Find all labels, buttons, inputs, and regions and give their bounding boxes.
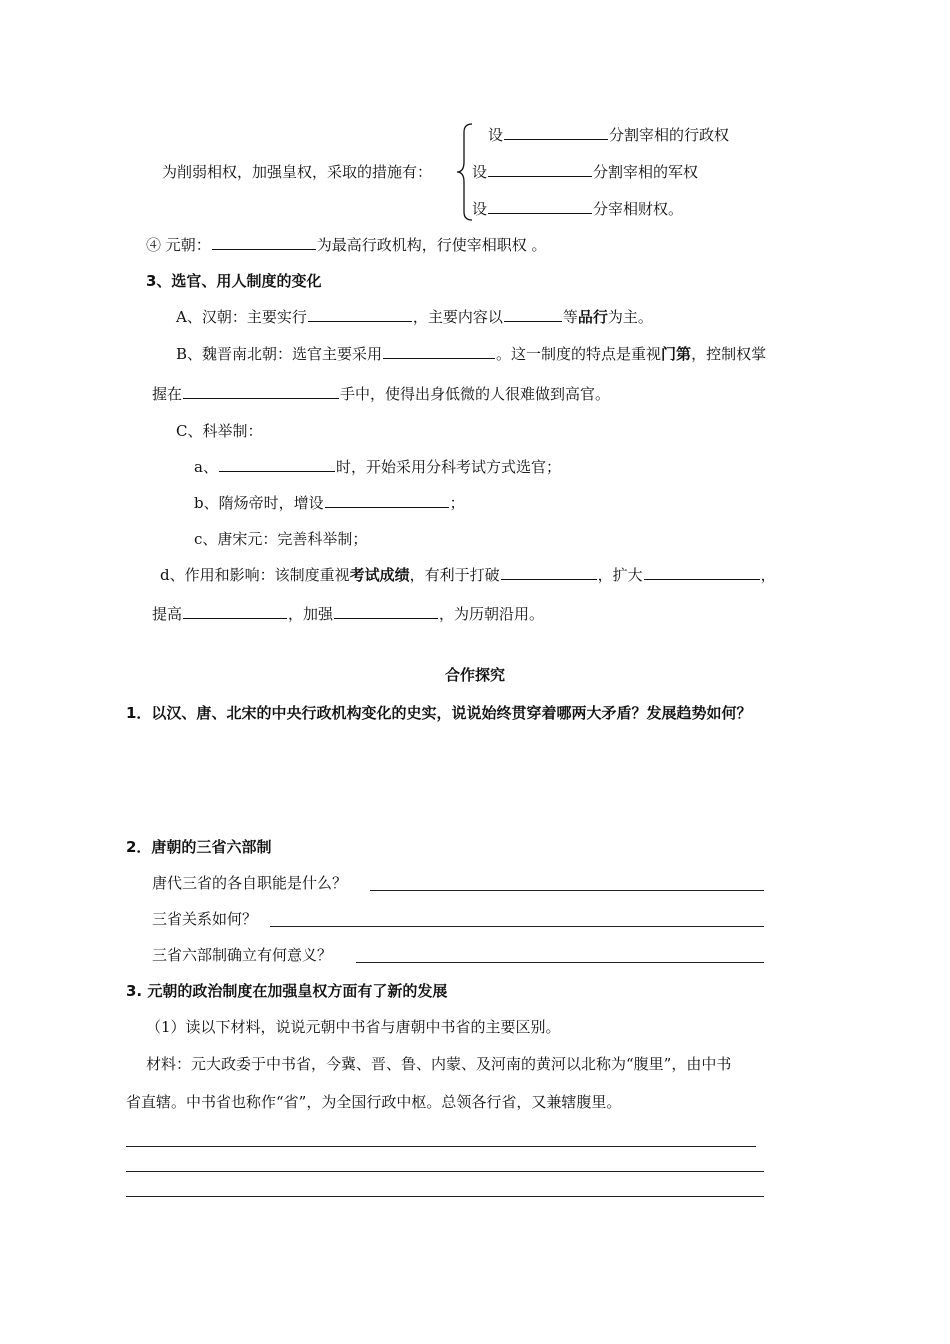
answer-line[interactable] [126, 1171, 764, 1172]
q3-material-line-1: 材料：元大政委于中书省，今冀、晋、鲁、内蒙、及河南的黄河以北称为“腹里”，由中书 [146, 1055, 732, 1073]
item-d2-middle: ，加强 [288, 605, 334, 623]
coop-heading: 合作探究 [444, 666, 505, 684]
item-d-middle-1: ，有利于打破 [409, 566, 500, 584]
item-d-bold: 考试成绩 [349, 566, 410, 584]
item-b-suffix: ，控制权掌 [691, 345, 767, 363]
blank-field[interactable] [325, 493, 449, 508]
item-c-a [194, 457, 561, 477]
item-b-prefix: B、魏晋南北朝：选官主要采用 [176, 345, 383, 363]
blank-field[interactable] [501, 565, 597, 580]
blank-field[interactable] [504, 307, 562, 322]
blank-field[interactable] [334, 604, 438, 619]
q3-material-line-2: 省直辖。中书省也称作“省”，为全国行政中枢。总领各行省，又兼辖腹里。 [126, 1093, 622, 1111]
measure-item-2 [472, 162, 698, 182]
coop-question-3: 3. 元朝的政治制度在加强皇权方面有了新的发展 [126, 982, 448, 1000]
blank-field[interactable] [488, 199, 592, 214]
measure-item-1-suffix: 分割宰相的行政权 [609, 126, 730, 144]
blank-field[interactable] [488, 162, 592, 177]
measure-item-1 [488, 125, 729, 145]
measure-item-2-suffix: 分割宰相的军权 [593, 163, 699, 181]
blank-field[interactable] [183, 384, 339, 399]
measures-lead: 为削弱相权，加强皇权，采取的措施有： [162, 163, 433, 181]
item-b-middle: 。这一制度的特点是重视 [496, 345, 662, 363]
item-b-weijin [176, 344, 766, 364]
blank-field[interactable] [644, 565, 760, 580]
q2-relations [152, 909, 257, 929]
coop-question-1: 1．以汉、唐、北宋的中央行政机构变化的史实，说说始终贯穿着哪两大矛盾？发展趋势如何？ [126, 704, 752, 722]
blank-field[interactable] [383, 344, 495, 359]
measure-item-2-prefix: 设 [472, 163, 488, 181]
item-d-prefix: d、作用和影响：该制度重视 [160, 566, 350, 584]
q3-subquestion-1: （1）读以下材料，说说元朝中书省与唐朝中书省的主要区别。 [146, 1018, 561, 1036]
item-b-bold: 门第 [661, 345, 692, 363]
item-a-end: 为主。 [607, 308, 653, 326]
item-ca-suffix: 时，开始采用分科考试方式选官； [335, 458, 561, 476]
answer-line[interactable] [126, 1196, 764, 1197]
measure-item-3 [472, 199, 683, 219]
blank-field[interactable] [504, 125, 608, 140]
answer-line[interactable] [126, 1146, 756, 1147]
q2-relations-label: 三省关系如何？ [152, 910, 258, 928]
answer-line[interactable] [270, 926, 764, 927]
item-cb-prefix: b、隋炀帝时，增设 [194, 494, 324, 512]
item-b2-suffix: 手中，使得出身低微的人很难做到高官。 [340, 385, 611, 403]
item-c-c: c、唐宋元：完善科举制； [194, 530, 368, 548]
q2-functions-label: 唐代三省的各自职能是什么？ [152, 874, 348, 892]
item-a-middle: ，主要内容以 [412, 308, 503, 326]
coop-question-2: 2．唐朝的三省六部制 [126, 838, 272, 856]
item-a-bold: 品行 [577, 308, 608, 326]
item-cb-suffix: ； [449, 494, 465, 512]
yuan-line [146, 235, 547, 255]
blank-field[interactable] [212, 235, 316, 250]
item-a-prefix: A、汉朝：主要实行 [176, 308, 307, 326]
item-d-impact [160, 565, 776, 585]
item-ca-prefix: a、 [194, 458, 218, 476]
measure-item-1-prefix: 设 [488, 126, 504, 144]
blank-field[interactable] [183, 604, 287, 619]
measure-item-3-prefix: 设 [472, 200, 488, 218]
measure-item-3-suffix: 分宰相财权。 [593, 200, 684, 218]
item-b2-prefix: 握在 [152, 385, 183, 403]
yuan-prefix: ④ 元朝： [146, 236, 211, 254]
item-d2-prefix: 提高 [152, 605, 183, 623]
item-d2-suffix: ，为历朝沿用。 [439, 605, 545, 623]
q2-significance [152, 945, 332, 965]
q2-significance-label: 三省六部制确立有何意义？ [152, 946, 333, 964]
item-d-end: ， [760, 566, 776, 584]
yuan-suffix: 为最高行政机构，行使宰相职权 。 [316, 236, 547, 254]
item-c-keju: C、科举制： [176, 422, 263, 440]
item-d-continued [152, 604, 544, 624]
item-c-b [194, 493, 465, 513]
section-3-title: 3、选官、用人制度的变化 [146, 272, 322, 290]
item-b-continued [152, 384, 610, 404]
item-a-han [176, 307, 653, 327]
answer-line[interactable] [370, 890, 764, 891]
q2-functions [152, 873, 347, 893]
item-a-suffix: 等 [562, 308, 578, 326]
answer-line[interactable] [356, 962, 764, 963]
item-d-middle-2: ，扩大 [597, 566, 643, 584]
blank-field[interactable] [219, 457, 335, 472]
blank-field[interactable] [308, 307, 412, 322]
